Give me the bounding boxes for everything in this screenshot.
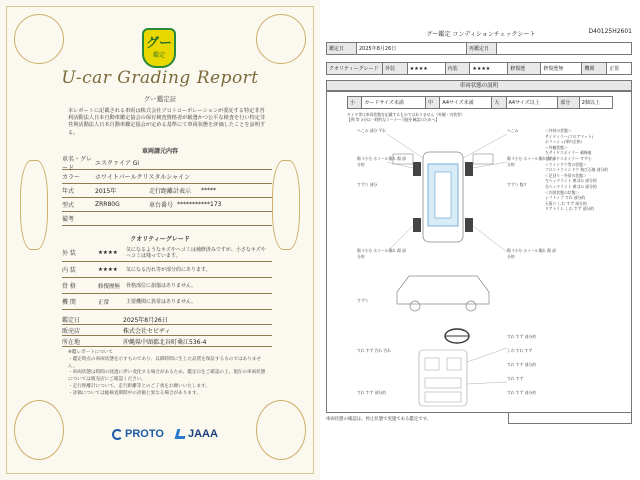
q-exterior-label: 外装	[383, 63, 408, 75]
damage-label: へこみ	[507, 128, 519, 133]
row-dealer: 販売店 株式会社セビヂィ	[62, 325, 272, 336]
certificate-subtitle: グー鑑定証	[143, 95, 177, 103]
q-repair-label: 修復歴	[508, 63, 541, 75]
q-exterior-value: ★★★★	[407, 63, 445, 75]
size-small-desc: カードサイズ未満	[362, 97, 426, 109]
signature-box	[508, 412, 632, 424]
vehicle-condition-diagram	[326, 91, 632, 413]
size-small-label: 小	[348, 97, 362, 109]
damage-label: しわ すれ すず	[507, 348, 533, 353]
row-remarks: 備考	[62, 212, 272, 226]
inspection-date-table	[326, 42, 632, 55]
grade-section-heading: クオリティーグレード	[130, 236, 190, 243]
row-year: 年式 2015年 走行距離計表示 *****	[62, 184, 272, 198]
certificate-notice: ※鑑レポートについて ・鑑定時点の車両状態を示すものであり、以降時間に生じた品質を保証するものではありません。 ・車両状態は時間の経過に伴い変化する場合があるため、鑑定日をご確認の上、現在の車両状態については販売店にご確認ください。 ・走行距離計について、走行距離等とのご了承をお願いいたします。 ・評価については総検査期間中の評価と異なる場合があります。	[68, 350, 266, 396]
size-mid-label: 中	[426, 97, 440, 109]
row-model: 型式 ZRR80G 車台番号 ***********173	[62, 198, 272, 212]
diagram-note-2: 【例 等 3分以一時的なコーナー可能を確認のためへ】	[347, 117, 440, 122]
damage-label: すれ すず 部分的	[507, 362, 537, 367]
grade-engine: 機 関 正常 主要機関に異常はありません。	[62, 294, 272, 310]
quality-grade-table	[326, 62, 632, 75]
sheet-title: グー鑑定 コンディションチェックシート	[426, 31, 536, 38]
jaaa-icon	[175, 429, 188, 439]
quality-label: クオリティーグレード	[327, 63, 383, 75]
decorative-swirl	[256, 14, 306, 64]
row-inspection-date: 鑑定日 2025年8月26日	[62, 314, 272, 325]
q-interior-value: ★★★★	[470, 63, 508, 75]
certificate-intro: 本レポートに記載される車両は株式会社プロトコーポレーションが委託する特定非営利活動法人日本自動車鑑定協会の保有検査資格者が厳選かつ公平な検査を行い特定非営利活動法人日本自動車鑑定協会が定める基準にて車両状態を評価したことを証明する。	[68, 108, 266, 136]
damage-label: すずり 数ケ	[507, 182, 528, 187]
damage-label: すれ すず 部分的	[507, 334, 537, 339]
date-value: 2025年8月26日	[357, 43, 467, 55]
damage-label: 傷 7小分 ホイール傷れ 傷 部分的	[357, 156, 406, 167]
q-repair-value: 修復歴無	[541, 63, 582, 75]
damage-label: すずり 部分	[357, 182, 378, 187]
proto-icon	[112, 429, 123, 440]
damage-label: すれ すず	[507, 376, 524, 381]
q-engine-label: 機関	[582, 63, 607, 75]
grade-interior: 内 装 ★★★★ 気になる汚れ等が部分的にあります。	[62, 262, 272, 278]
reinspection-label: 再鑑定日	[467, 43, 497, 55]
row-color: カラー ホワイトパールクリスタルシャイン	[62, 170, 272, 184]
parts-value: 2個以上	[579, 97, 612, 109]
decorative-swirl	[256, 400, 306, 460]
condition-section-heading: 車両状態の説明	[326, 80, 632, 91]
proto-logo: PROTO	[112, 428, 164, 440]
condition-check-sheet	[322, 0, 640, 480]
condition-legend: ＜外装の状態＞ サイドミラー(フロアマット) ポリッシュ(車内全体) ＜外観状態＞ 左サイドスポイラー 補修痕 右サイドスポイラー すず小 ＜ウインドウ等の状態＞ フロントウインドウ 飛び石痕 部分的 ＜足回り・外装の状態＞ 左ヘッドライト 黄ばみ 部分的 右ヘッドライト 黄ばみ 部分的 ＜内装状態の状態＞ シフトノブ すれ 部分的 天張り しわ すず 部分的 ドアトリム しわ すず 部分的	[545, 128, 609, 212]
damage-label: 傷 7小分 ホイール傷れ 傷 部分的	[507, 156, 556, 167]
damage-label: 傷 7小分 ホイール傷れ 傷 部分的	[357, 248, 406, 259]
damage-label: すれ すず 部分的	[507, 390, 537, 395]
decorative-swirl	[14, 14, 64, 64]
diagram-note: タイヤ等は車両状態を記載するものではありません（外観・内装等）	[347, 112, 465, 117]
damage-label: すれ すず 部分的	[357, 390, 387, 395]
q-interior-label: 内装	[445, 63, 470, 75]
damage-label: すずり	[357, 298, 369, 303]
sheet-footer-note: 車両状態の確認は、停止状態で実施である鑑定です。	[326, 417, 432, 422]
q-engine-value: 正常	[607, 63, 632, 75]
grade-exterior: 外 装 ★★★★ 気になるようなキズやヘコミは補修済みですが、小さなキズやヘコミは残っています。	[62, 244, 272, 262]
sheet-document-id: D40125H2601	[588, 28, 632, 35]
damage-label: へこみ 部分 ずれ	[357, 128, 386, 133]
decorative-swirl	[14, 400, 64, 460]
damage-label: 傷 7小分 ホイール傷れ 傷 部分的	[507, 248, 556, 259]
jaaa-logo: JAAA	[176, 428, 218, 440]
row-car-name: 車名・グレード エスクァイア Gi	[62, 156, 272, 170]
goo-kantei-logo: グー 鑑定	[142, 28, 176, 68]
damage-label: すれ すず 汚れ 汚れ	[357, 348, 392, 353]
date-label: 鑑定日	[327, 43, 357, 55]
size-mid-desc: A4サイズ未満	[440, 97, 492, 109]
vehicle-section-heading: 車両請元内容	[141, 148, 178, 155]
reinspection-value	[497, 43, 632, 55]
grade-frame: 骨 格 修復歴無 骨格部位に損傷はありません。	[62, 278, 272, 294]
size-large-desc: A4サイズ以上	[506, 97, 558, 109]
certificate-title: U-car Grading Report	[61, 68, 259, 88]
size-large-label: 大	[492, 97, 506, 109]
parts-label: 部分	[558, 97, 579, 109]
row-address: 所在地 沖縄県中頭郡北谷町桑江536-4	[62, 336, 272, 347]
